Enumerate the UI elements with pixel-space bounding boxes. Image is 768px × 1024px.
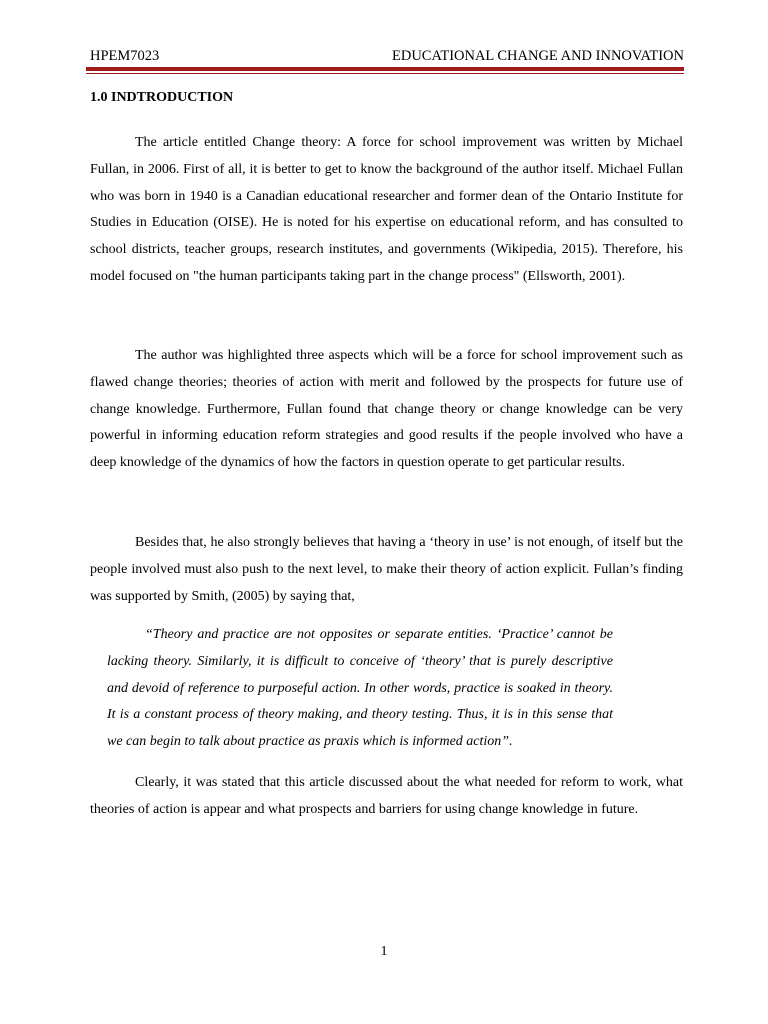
paragraph-4: Clearly, it was stated that this article discussed about the what needed for reform to work, what theories of action is appear and what prospects and barriers for using change knowledge in future. [90, 775, 683, 817]
course-title: EDUCATIONAL CHANGE AND INNOVATION [392, 48, 684, 64]
course-code: HPEM7023 [90, 48, 160, 64]
header-rule-thin [86, 73, 684, 74]
section-heading: 1.0 INDTRODUCTION [90, 90, 234, 105]
header-rule-thick [86, 67, 684, 71]
page-header [90, 47, 684, 65]
page-number: 1 [380, 944, 388, 959]
block-quote: “Theory and practice are not opposites or separate entities. ‘Practice’ cannot be lacking theory. Similarly, it is difficult to conceive of ‘theory’ that is purely descriptive and devoid of reference to purposeful action. In other words, practice is soaked in theory. It is a constant process of theory making, and theory testing. Thus, it is in this sense that we can begin to talk about practice as praxis which is informed action”. [107, 627, 613, 750]
paragraph-2: The author was highlighted three aspects which will be a force for school improvement such as flawed change theories; theories of action with merit and followed by the prospects for future use of change knowledge. Furthermore, Fullan found that change theory or change knowledge can be very powerful in informing education reform strategies and good results if the people involved who have a deep knowledge of the dynamics of how the factors in question operate to get particular results. [90, 348, 683, 471]
paragraph-3: Besides that, he also strongly believes that having a ‘theory in use’ is not enough, of itself but the people involved must also push to the next level, to make their theory of action explicit. Fullan’s finding was supported by Smith, (2005) by saying that, [90, 535, 683, 604]
paragraph-1: The article entitled Change theory: A force for school improvement was written by Michael Fullan, in 2006. First of all, it is better to get to know the background of the author itself. Michael Fullan who was born in 1940 is a Canadian educational researcher and former dean of the Ontario Institute for Studies in Education (OISE). He is noted for his expertise on educational reform, and has consulted to school districts, teacher groups, research institutes, and governments (Wikipedia, 2015). Therefore, his model focused on "the human participants taking part in the change process" (Ellsworth, 2001). [90, 135, 683, 284]
